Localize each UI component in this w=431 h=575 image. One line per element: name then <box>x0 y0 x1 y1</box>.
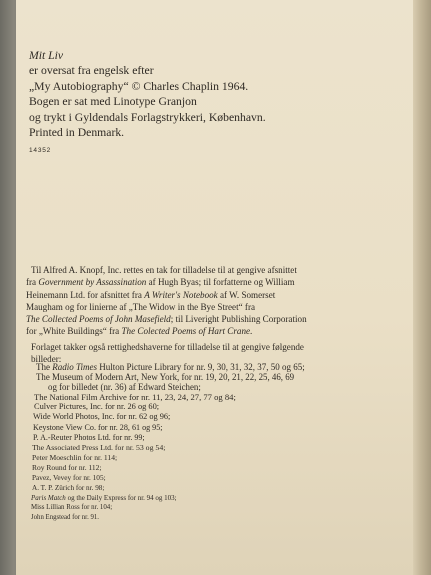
photo-credit-line: og for billedet (nr. 36) af Edward Steichen; <box>48 382 201 393</box>
photo-credit-line: Roy Round for nr. 112; <box>32 462 102 472</box>
credit-line: Til Alfred A. Knopf, Inc. rettes en tak for tilladelse til at gengive afsnittet <box>31 265 297 275</box>
photo-credit-line: The Radio Times Hulton Picture Library for nr. 9, 30, 31, 32, 37, 50 og 65; <box>36 362 305 372</box>
credit-line: Heinemann Ltd. for afsnittet fra A Writer's Notebook af W. Somerset <box>26 289 276 300</box>
print-code: 14352 <box>29 147 52 155</box>
photo-credit-line: The Associated Press Ltd. for nr. 53 og 54; <box>32 442 166 452</box>
imprint-line: og trykt i Gyldendals Forlagstrykkeri, København. <box>29 110 266 124</box>
imprint-block <box>29 48 399 155</box>
photo-credits-list <box>29 362 409 524</box>
photo-credit-line: Wide World Photos, Inc. for nr. 62 og 96; <box>33 412 171 422</box>
photo-credit-line: P. A.-Reuter Photos Ltd. for nr. 99; <box>33 432 145 442</box>
imprint-line: Bogen er sat med Linotype Granjon <box>29 95 197 109</box>
book-title: Mit Liv <box>29 49 64 62</box>
credit-line: for „White Buildings“ fra The Colected Poems of Hart Crane. <box>26 326 253 337</box>
photo-credit-line: Keystone View Co. for nr. 28, 61 og 95; <box>33 422 163 432</box>
credit-line: Maugham og for linierne af „The Widow in the Bye Street“ fra <box>26 301 256 312</box>
credit-line: The Collected Poems of John Masefield; til Liveright Publishing Corporation <box>26 314 307 325</box>
credit-line: billeder: <box>31 354 62 365</box>
imprint-line: Printed in Denmark. <box>29 126 125 140</box>
photo-credit-line: Peter Moeschlin for nr. 114; <box>32 452 118 462</box>
book-page <box>16 0 413 575</box>
photo-credit-line: The Museum of Modern Art, New York, for nr. 19, 20, 21, 22, 25, 46, 69 <box>36 372 295 383</box>
credit-line: fra Government by Assassination af Hugh Byas; til forfatterne og William <box>26 277 295 288</box>
imprint-line: „My Autobiography“ © Charles Chaplin 1964. <box>29 79 249 93</box>
credits-block <box>26 264 406 365</box>
photo-credit-line: Paris Match og the Daily Express for nr. 94 og 103; <box>31 494 177 503</box>
photo-credit-line: John Engstead for nr. 91. <box>31 514 99 522</box>
photo-credit-line: The National Film Archive for nr. 11, 23, 24, 27, 77 og 84; <box>34 392 236 403</box>
imprint-line: er oversat fra engelsk efter <box>29 64 154 78</box>
photo-credit-line: Culver Pictures, Inc. for nr. 26 og 60; <box>34 402 160 412</box>
credit-line: Forlaget takker også rettighedshaverne for tilladelse til at gengive følgende <box>31 341 304 352</box>
photo-credit-line: Pavez, Vevey for nr. 105; <box>32 473 106 483</box>
page-edge <box>413 0 431 575</box>
photo-credit-line: A. T. P. Zürich for nr. 98; <box>32 484 105 493</box>
photo-credit-line: Miss Lillian Ross for nr. 104; <box>31 504 113 512</box>
